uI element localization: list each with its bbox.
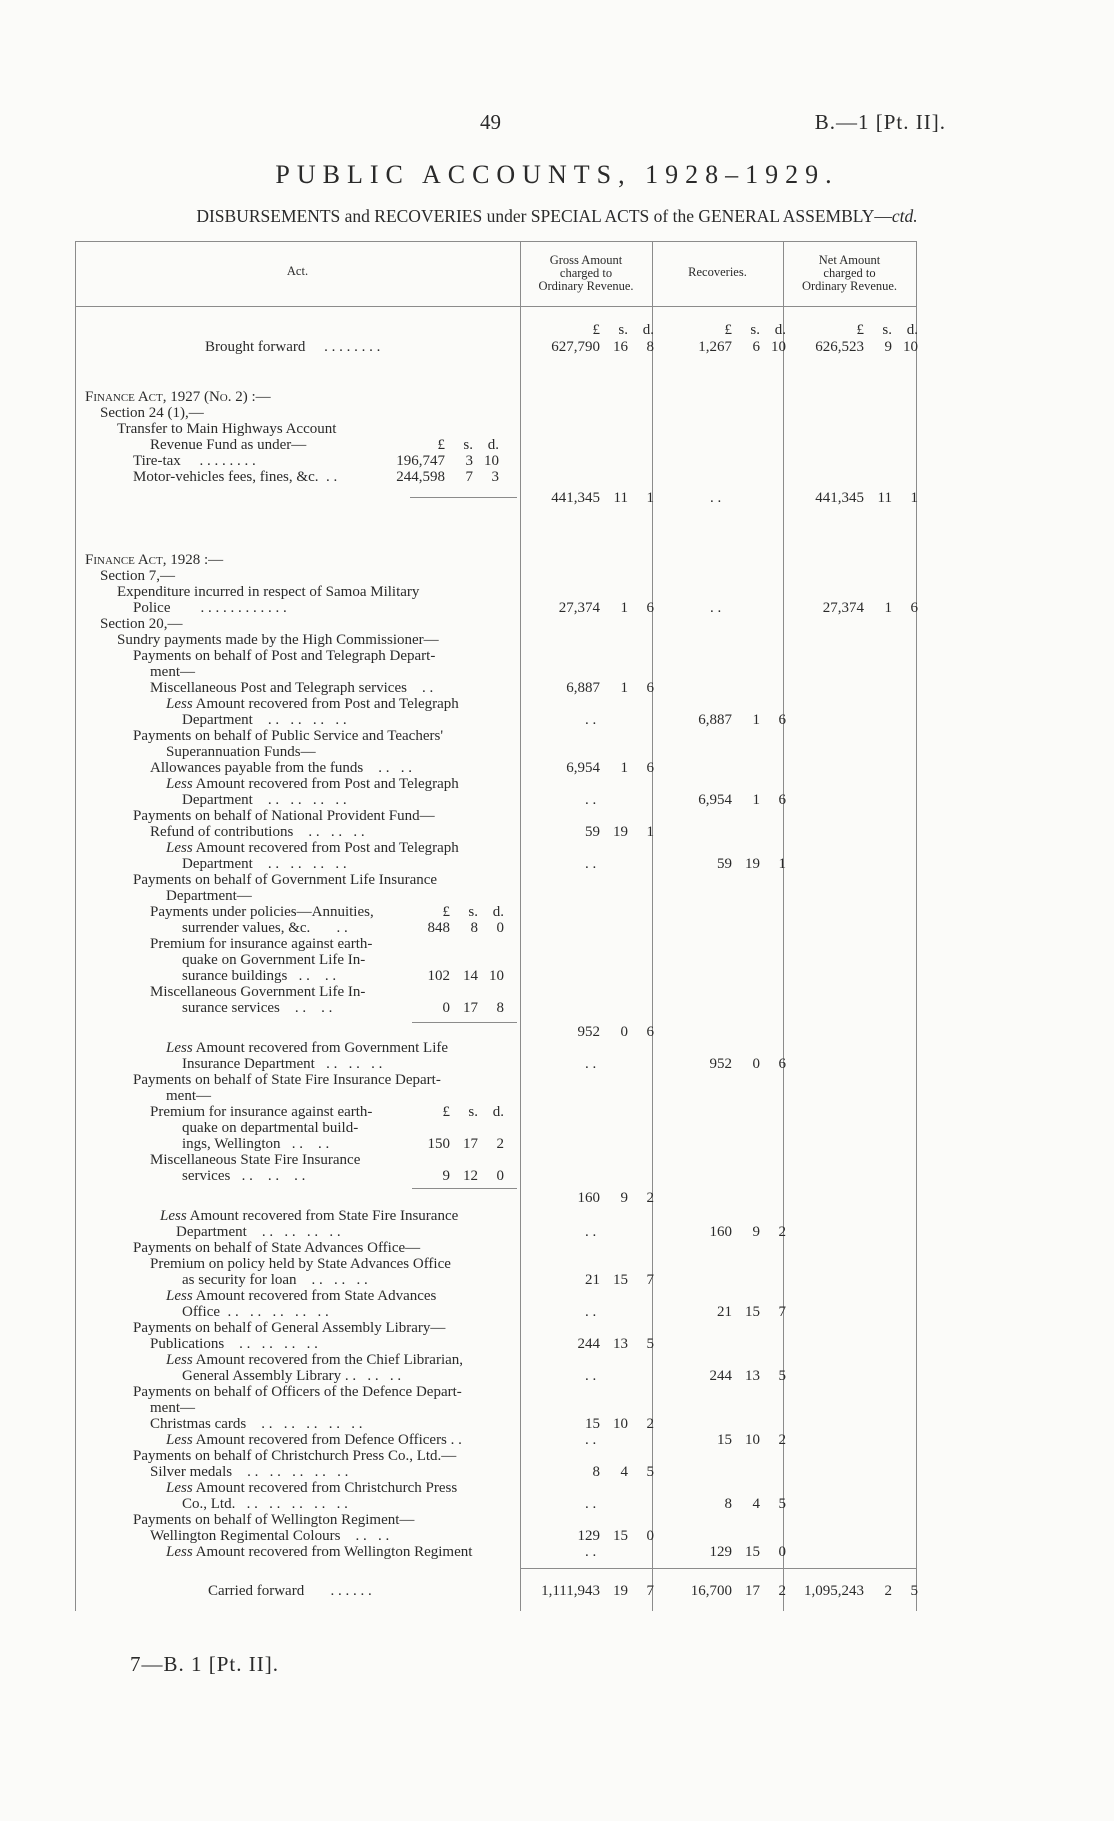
carried-forward-net: 1,095,243 2 5 [804, 1583, 918, 1599]
wr-gross-dots: . . [585, 1544, 597, 1560]
section-7: Section 7,— [100, 568, 175, 584]
post-heading-cont: ment— [150, 664, 195, 680]
post-less-cont: Department . . . . . . . . [182, 712, 347, 728]
brought-forward-gross: 627,790 16 8 [551, 339, 654, 355]
gal-gross: 244 13 5 [577, 1336, 654, 1352]
finance-1927-net: 441,345 11 1 [815, 490, 918, 506]
net-header-line: charged to [823, 266, 876, 280]
wr-recoveries: 129 15 0 [709, 1544, 786, 1560]
gli-less-row: Less Amount recovered from Government Life [166, 1040, 449, 1056]
brought-forward-net: 626,523 9 10 [815, 339, 918, 355]
gal-heading: Payments on behalf of General Assembly Library— [133, 1320, 446, 1336]
sao-less-cont: Office . . . . . . . . . . [182, 1304, 329, 1320]
carried-forward-gross: 1,111,943 19 7 [541, 1583, 654, 1599]
motor-vehicles-amount: 244,598 7 3 [396, 469, 499, 485]
tire-tax-row: Tire-tax . . . . . . . . [133, 453, 256, 469]
chp-medals-row: Silver medals . . . . . . . . . . [150, 1464, 349, 1480]
sfi-heading-cont: ment— [166, 1088, 211, 1104]
document-reference: B.—1 [Pt. II]. [814, 110, 946, 134]
gli-policies-cont: surrender values, &c. . . [182, 920, 348, 936]
chp-recoveries: 8 4 5 [724, 1496, 786, 1512]
npf-gross: 59 19 1 [585, 824, 654, 840]
npf-refund-row: Refund of contributions . . . . . . [150, 824, 365, 840]
sfi-premium-cont: ings, Wellington . . . . [182, 1136, 330, 1152]
sfi-misc-cont: services . . . . . . [182, 1168, 306, 1184]
psf-allow-row: Allowances payable from the funds . . . . [150, 760, 413, 776]
gal-gross-dots: . . [585, 1368, 597, 1384]
defence-less-row: Less Amount recovered from Defence Officers . . [166, 1432, 462, 1448]
post-gross: 6,887 1 6 [566, 680, 654, 696]
defence-heading: Payments on behalf of Officers of the Defence Depart- [133, 1384, 462, 1400]
sao-premium-cont: as security for loan . . . . . . [182, 1272, 368, 1288]
defence-christmas-row: Christmas cards . . . . . . . . . . [150, 1416, 363, 1432]
sao-recoveries: 21 15 7 [717, 1304, 786, 1320]
psf-heading-cont: Superannuation Funds— [166, 744, 316, 760]
psf-gross: 6,954 1 6 [566, 760, 654, 776]
subtotal-rule [412, 1188, 517, 1189]
defence-recoveries: 15 10 2 [717, 1432, 786, 1448]
carried-forward-recoveries: 16,700 17 2 [690, 1583, 786, 1599]
column-header-net [783, 254, 916, 293]
sao-gross-dots: . . [585, 1304, 597, 1320]
column-header-gross [520, 254, 652, 293]
sfi-premium-amount: 150 17 2 [427, 1136, 504, 1152]
gross-header-line: Ordinary Revenue. [538, 279, 634, 293]
gli-misc-cont: surance services . . . . [182, 1000, 333, 1016]
defence-gross: 15 10 2 [585, 1416, 654, 1432]
sfi-less-cont: Department . . . . . . . . [176, 1224, 341, 1240]
psf-recoveries: 6,954 1 6 [698, 792, 786, 808]
finance-1928-heading: Finance Act, 1928 :— [85, 552, 224, 568]
gli-premium-cont: surance buildings . . . . [182, 968, 337, 984]
page-subtitle [0, 206, 1114, 227]
finance-1927-line: Transfer to Main Highways Account [117, 421, 337, 437]
gross-header-line: charged to [559, 266, 613, 280]
sao-gross: 21 15 7 [585, 1272, 654, 1288]
gli-premium: Premium for insurance against earth- [150, 936, 373, 952]
subtotal-rule [410, 497, 517, 498]
brought-forward-row: Brought forward . . . . . . . . [205, 339, 381, 355]
motor-vehicles-row: Motor-vehicles fees, fines, &c. . . [133, 469, 338, 485]
page-number: 49 [480, 110, 501, 134]
sfi-misc-amount: 9 12 0 [442, 1168, 504, 1184]
psf-less-row: Less Amount recovered from Post and Telegraph [166, 776, 459, 792]
chp-heading: Payments on behalf of Christchurch Press Co., Ltd.— [133, 1448, 457, 1464]
net-units: £ s. d. [856, 322, 918, 338]
defence-heading-cont: ment— [150, 1400, 195, 1416]
sfi-gross-dots: . . [585, 1224, 597, 1240]
sfi-gross: 160 9 2 [577, 1190, 654, 1206]
sfi-units: £ s. d. [442, 1104, 504, 1120]
section-20: Section 20,— [100, 616, 183, 632]
npf-recoveries: 59 19 1 [717, 856, 786, 872]
brought-forward-recoveries: 1,267 6 10 [698, 339, 786, 355]
finance-1927-gross: 441,345 11 1 [551, 490, 654, 506]
psf-less-cont: Department . . . . . . . . [182, 792, 347, 808]
gli-policies: Payments under policies—Annuities, [150, 904, 374, 920]
net-header-line: Net Amount [818, 253, 881, 267]
sfi-recoveries: 160 9 2 [709, 1224, 786, 1240]
post-misc-row: Miscellaneous Post and Telegraph services . . [150, 680, 434, 696]
samoa-police-row: Police . . . . . . . . . . . . [133, 600, 287, 616]
npf-heading: Payments on behalf of National Provident Fund— [133, 808, 435, 824]
gal-recoveries: 244 13 5 [709, 1368, 786, 1384]
subtitle-suffix: ctd. [891, 206, 918, 226]
post-recoveries: 6,887 1 6 [698, 712, 786, 728]
net-header-line: Ordinary Revenue. [801, 279, 898, 293]
gli-units: £ s. d. [442, 904, 504, 920]
gli-heading-cont: Department— [166, 888, 252, 904]
sao-less-row: Less Amount recovered from State Advances [166, 1288, 437, 1304]
finance-1927-units: £ s. d. [437, 437, 499, 453]
gross-header-line: Gross Amount [549, 253, 623, 267]
column-header-recoveries: Recoveries. [688, 265, 747, 279]
npf-less-cont: Department . . . . . . . . [182, 856, 347, 872]
defence-gross-dots: . . [585, 1432, 597, 1448]
wr-colours-row: Wellington Regimental Colours . . . . [150, 1528, 390, 1544]
post-heading: Payments on behalf of Post and Telegraph Depart- [133, 648, 436, 664]
finance-1927-section: Section 24 (1),— [100, 405, 204, 421]
gli-heading: Payments on behalf of Government Life Insurance [133, 872, 438, 888]
subtotal-rule [412, 1022, 517, 1023]
chp-gross: 8 4 5 [592, 1464, 654, 1480]
subtitle-main: DISBURSEMENTS and RECOVERIES under SPECIAL ACTS of the GENERAL ASSEMBLY— [196, 206, 892, 226]
psf-heading: Payments on behalf of Public Service and Teachers' [133, 728, 444, 744]
gal-less-cont: General Assembly Library . . . . . . [182, 1368, 402, 1384]
finance-1927-recoveries: . . [710, 490, 722, 506]
npf-gross-dots: . . [585, 856, 597, 872]
samoa-net: 27,374 1 6 [822, 600, 918, 616]
recoveries-units: £ s. d. [724, 322, 786, 338]
tire-tax-amount: 196,747 3 10 [396, 453, 499, 469]
wr-heading: Payments on behalf of Wellington Regiment— [133, 1512, 415, 1528]
chp-less-row: Less Amount recovered from Christchurch Press [166, 1480, 458, 1496]
gli-policies-amount: 848 8 0 [427, 920, 504, 936]
page-title: PUBLIC ACCOUNTS, 1928–1929. [275, 160, 839, 189]
npf-less-row: Less Amount recovered from Post and Telegraph [166, 840, 459, 856]
post-gross-dots: . . [585, 712, 597, 728]
page-footer: 7—B. 1 [Pt. II]. [130, 1652, 279, 1676]
column-header-act: Act. [286, 264, 309, 278]
samoa-gross: 27,374 1 6 [558, 600, 654, 616]
gli-misc: Miscellaneous Government Life In- [150, 984, 366, 1000]
gli-gross: 952 0 6 [577, 1024, 654, 1040]
sao-premium: Premium on policy held by State Advances Office [150, 1256, 451, 1272]
post-less-row: Less Amount recovered from Post and Telegraph [166, 696, 459, 712]
sao-heading: Payments on behalf of State Advances Office— [133, 1240, 421, 1256]
gli-premium-amount: 102 14 10 [427, 968, 504, 984]
psf-gross-dots: . . [585, 792, 597, 808]
carried-forward-row: Carried forward . . . . . . [208, 1583, 372, 1599]
samoa-recoveries: . . [710, 600, 722, 616]
wr-less-row: Less Amount recovered from Wellington Regiment [166, 1544, 473, 1560]
chp-gross-dots: . . [585, 1496, 597, 1512]
gli-less-cont: Insurance Department . . . . . . [182, 1056, 383, 1072]
finance-1927-line: Revenue Fund as under— [150, 437, 307, 453]
wr-gross: 129 15 0 [577, 1528, 654, 1544]
gli-recoveries: 952 0 6 [709, 1056, 786, 1072]
gal-publications: Publications . . . . . . . . [150, 1336, 318, 1352]
sfi-heading: Payments on behalf of State Fire Insurance Depart- [133, 1072, 441, 1088]
sundry-heading: Sundry payments made by the High Commissioner— [117, 632, 439, 648]
finance-1927-heading: Finance Act, 1927 (No. 2) :— [85, 389, 271, 405]
gli-misc-amount: 0 17 8 [442, 1000, 504, 1016]
sfi-premium-cont: quake on departmental build- [182, 1120, 359, 1136]
sfi-less-row: Less Amount recovered from State Fire Insurance [160, 1208, 459, 1224]
gli-gross-dots: . . [585, 1056, 597, 1072]
gal-less-row: Less Amount recovered from the Chief Librarian, [166, 1352, 464, 1368]
sfi-misc: Miscellaneous State Fire Insurance [150, 1152, 361, 1168]
samoa-line: Expenditure incurred in respect of Samoa Military [117, 584, 420, 600]
gli-premium-cont: quake on Government Life In- [182, 952, 366, 968]
chp-less-cont: Co., Ltd. . . . . . . . . . . [182, 1496, 348, 1512]
sfi-premium: Premium for insurance against earth- [150, 1104, 373, 1120]
gross-units: £ s. d. [592, 322, 654, 338]
